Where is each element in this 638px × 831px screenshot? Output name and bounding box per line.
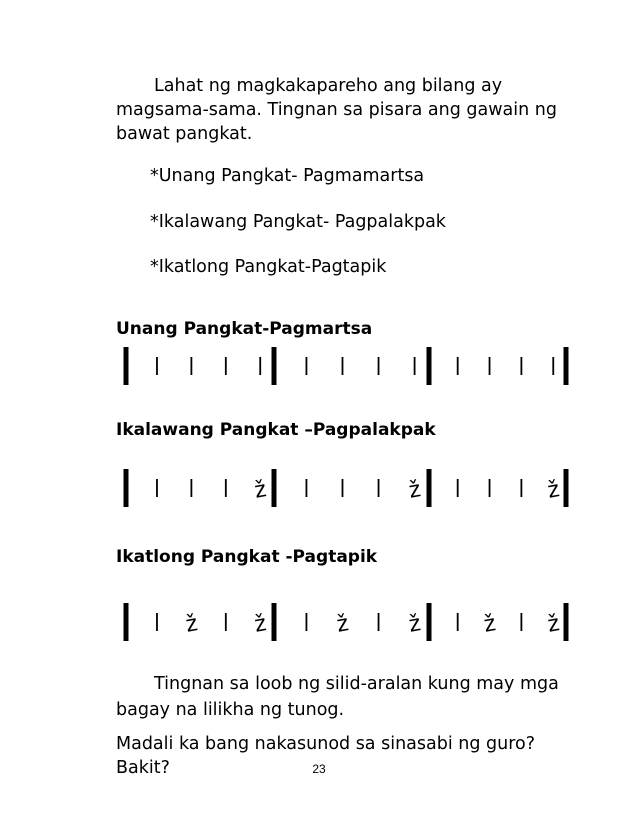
barline (124, 347, 129, 385)
group-list-item-1: *Unang Pangkat- Pagmamartsa (150, 166, 425, 186)
beat-mark (225, 479, 227, 497)
beat-mark (489, 357, 491, 375)
barline (427, 603, 432, 641)
rhythm-staff-3 (116, 599, 576, 649)
quarter-rest-icon: ž (183, 611, 200, 638)
quarter-rest-icon: ž (252, 477, 269, 504)
quarter-rest-icon: ž (406, 477, 423, 504)
beat-mark (520, 613, 522, 631)
beat-mark (489, 479, 491, 497)
page-number: 23 (312, 762, 326, 776)
beat-mark (342, 479, 344, 497)
beat-mark (378, 479, 380, 497)
beat-mark (156, 479, 158, 497)
beat-mark (520, 479, 522, 497)
rhythm-staff-1 (116, 343, 576, 393)
quarter-rest-icon: ž (481, 611, 498, 638)
beat-mark (342, 357, 344, 375)
beat-mark (190, 357, 192, 375)
barline (124, 469, 129, 507)
barline (272, 469, 277, 507)
beat-mark (378, 613, 380, 631)
barline (272, 603, 277, 641)
beat-mark (457, 357, 459, 375)
section-heading-1: Unang Pangkat-Pagmartsa (116, 319, 373, 339)
section-heading-3: Ikatlong Pangkat -Pagtapik (116, 547, 378, 567)
beat-mark (225, 613, 227, 631)
quarter-rest-icon: ž (545, 477, 562, 504)
intro-rest: magsama-sama. Tingnan sa pisara ang gawain ng bawat pangkat. (116, 100, 557, 144)
barline (564, 469, 569, 507)
barline (427, 347, 432, 385)
closing-line-1: Tingnan sa loob ng silid-aralan kung may mga (154, 674, 559, 694)
beat-mark (156, 613, 158, 631)
group-list-item-2: *Ikalawang Pangkat- Pagpalakpak (150, 212, 446, 232)
beat-mark (306, 357, 308, 375)
barline (272, 347, 277, 385)
rhythm-staff-2 (116, 465, 576, 515)
barline (124, 603, 129, 641)
quarter-rest-icon: ž (252, 611, 269, 638)
section-heading-2: Ikalawang Pangkat –Pagpalakpak (116, 420, 436, 440)
beat-mark (156, 357, 158, 375)
beat-mark (457, 613, 459, 631)
quarter-rest-icon: ž (545, 611, 562, 638)
intro-line-1: Lahat ng magkakapareho ang bilang ay (154, 76, 503, 96)
beat-mark (414, 357, 416, 375)
quarter-rest-icon: ž (406, 611, 423, 638)
beat-mark (259, 357, 261, 375)
intro-paragraph (116, 74, 576, 146)
beat-mark (306, 479, 308, 497)
beat-mark (225, 357, 227, 375)
barline (427, 469, 432, 507)
beat-mark (378, 357, 380, 375)
beat-mark (190, 479, 192, 497)
barline (564, 347, 569, 385)
group-list-item-3: *Ikatlong Pangkat-Pagtapik (150, 257, 387, 277)
quarter-rest-icon: ž (334, 611, 351, 638)
beat-mark (306, 613, 308, 631)
beat-mark (520, 357, 522, 375)
barline (564, 603, 569, 641)
beat-mark (552, 357, 554, 375)
closing-question: Madali ka bang nakasunod sa sinasabi ng guro? Bakit? (116, 734, 536, 778)
beat-mark (457, 479, 459, 497)
closing-line-2: bagay na lilikha ng tunog. (116, 700, 345, 720)
